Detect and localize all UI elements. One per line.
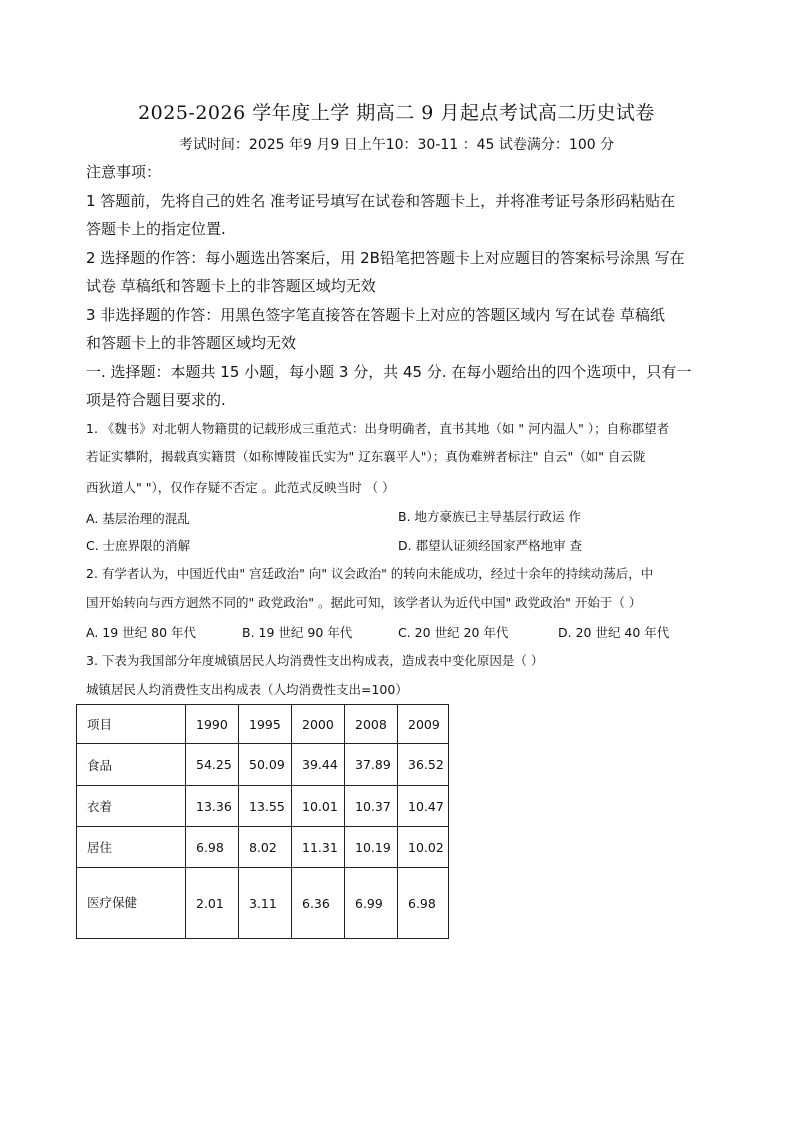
q3-stem-line-1: 3. 下表为我国部分年度城镇居民人均消费性支出构成表，造成表中变化原因是（ ） (86, 653, 544, 668)
q1-stem-line-3: 西狄道人" "），仅作存疑不否定 。此范式反映当时 （ ） (86, 480, 395, 495)
table-cell: 6.98 (398, 868, 449, 939)
notice-item-3-line-1: 3 非选择题的作答：用黑色签字笔直接答在答题卡上对应的答题区域内 写在试卷 草稿纸 (86, 306, 665, 324)
q2-option-b: B. 19 世纪 90 年代 (242, 625, 353, 640)
table-row (77, 744, 449, 786)
table-cell: 6.98 (186, 827, 239, 868)
notice-item-2-line-2: 试卷 草稿纸和答题卡上的非答题区域均无效 (86, 277, 376, 295)
q2-stem-line-1: 2. 有学者认为，中国近代由" 宫廷政治" 向" 议会政治" 的转向未能成功，经过十余年的持续动荡后，中 (86, 566, 654, 581)
table-cell: 6.99 (345, 868, 398, 939)
table-cell: 衣着 (77, 786, 186, 827)
q2-option-a: A. 19 世纪 80 年代 (86, 625, 197, 640)
table-cell: 13.36 (186, 786, 239, 827)
table-cell: 50.09 (239, 744, 292, 786)
table-row (77, 827, 449, 868)
table-header-row (77, 705, 449, 744)
notice-item-1-line-2: 答题卡上的指定位置. (86, 220, 226, 238)
table-cell: 10.19 (345, 827, 398, 868)
q1-stem-line-1: 1. 《魏书》对北朝人物籍贯的记载形成三重范式：出身明确者，直书其地（如 " 河内温人" ）；自称郡望者 (86, 421, 670, 436)
table-cell: 11.31 (292, 827, 345, 868)
q1-option-d: D. 郡望认证须经国家严格地审 查 (398, 538, 583, 553)
q2-option-c: C. 20 世纪 20 年代 (398, 625, 509, 640)
table-header-cell: 1995 (239, 705, 292, 744)
exam-title: 2025-2026 学年度上学 期高二 9 月起点考试高二历史试卷 (138, 102, 655, 124)
q1-option-b: B. 地方豪族已主导基层行政运 作 (398, 509, 581, 524)
q2-stem-line-2: 国开始转向与西方迥然不同的" 政党政治" 。据此可知，该学者认为近代中国" 政党政治" 开始于（ ） (86, 595, 642, 610)
table-cell: 医疗保健 (77, 868, 186, 939)
table-cell: 10.02 (398, 827, 449, 868)
notice-item-3-line-2: 和答题卡上的非答题区域均无效 (86, 334, 297, 352)
table-cell: 居住 (77, 827, 186, 868)
table-cell: 54.25 (186, 744, 239, 786)
table-header-cell: 1990 (186, 705, 239, 744)
section-heading-line-1: 一. 选择题：本题共 15 小题，每小题 3 分，共 45 分. 在每小题给出的四个选项中，只有一 (86, 363, 692, 381)
exam-time-info: 考试时间：2025 年9 月9 日上午10：30-11 ：45 试卷满分：100 分 (178, 137, 615, 153)
table-cell: 10.37 (345, 786, 398, 827)
table-cell: 食品 (77, 744, 186, 786)
notice-item-1-line-1: 1 答题前，先将自己的姓名 准考证号填写在试卷和答题卡上，并将准考证号条形码粘贴在 (86, 192, 676, 210)
table-cell: 10.47 (398, 786, 449, 827)
table-cell: 37.89 (345, 744, 398, 786)
q1-option-c: C. 士庶界限的消解 (86, 538, 191, 553)
table-cell: 36.52 (398, 744, 449, 786)
table-header-cell: 项目 (77, 705, 186, 744)
table-cell: 8.02 (239, 827, 292, 868)
q2-option-d: D. 20 世纪 40 年代 (558, 625, 670, 640)
table-cell: 2.01 (186, 868, 239, 939)
table-cell: 3.11 (239, 868, 292, 939)
table-header-cell: 2008 (345, 705, 398, 744)
table-header-cell: 2009 (398, 705, 449, 744)
table-row (77, 786, 449, 827)
consumption-table (76, 704, 449, 939)
notice-heading: 注意事项： (86, 163, 162, 181)
table-row (77, 868, 449, 939)
table-cell: 6.36 (292, 868, 345, 939)
notice-item-2-line-1: 2 选择题的作答：每小题选出答案后，用 2B铅笔把答题卡上对应题目的答案标号涂黑 写在 (86, 249, 685, 267)
section-heading-line-2: 项是符合题目要求的. (86, 391, 226, 409)
table-cell: 13.55 (239, 786, 292, 827)
table-cell: 10.01 (292, 786, 345, 827)
table-cell: 39.44 (292, 744, 345, 786)
table-header-cell: 2000 (292, 705, 345, 744)
q3-table-caption: 城镇居民人均消费性支出构成表（人均消费性支出=100） (86, 682, 408, 697)
q1-option-a: A. 基层治理的混乱 (86, 511, 190, 526)
q1-stem-line-2: 若证实攀附，揭载真实籍贯（如称博陵崔氏实为" 辽东襄平人"）；真伪难辨者标注" 自云"（如" 自云陇 (86, 449, 646, 464)
